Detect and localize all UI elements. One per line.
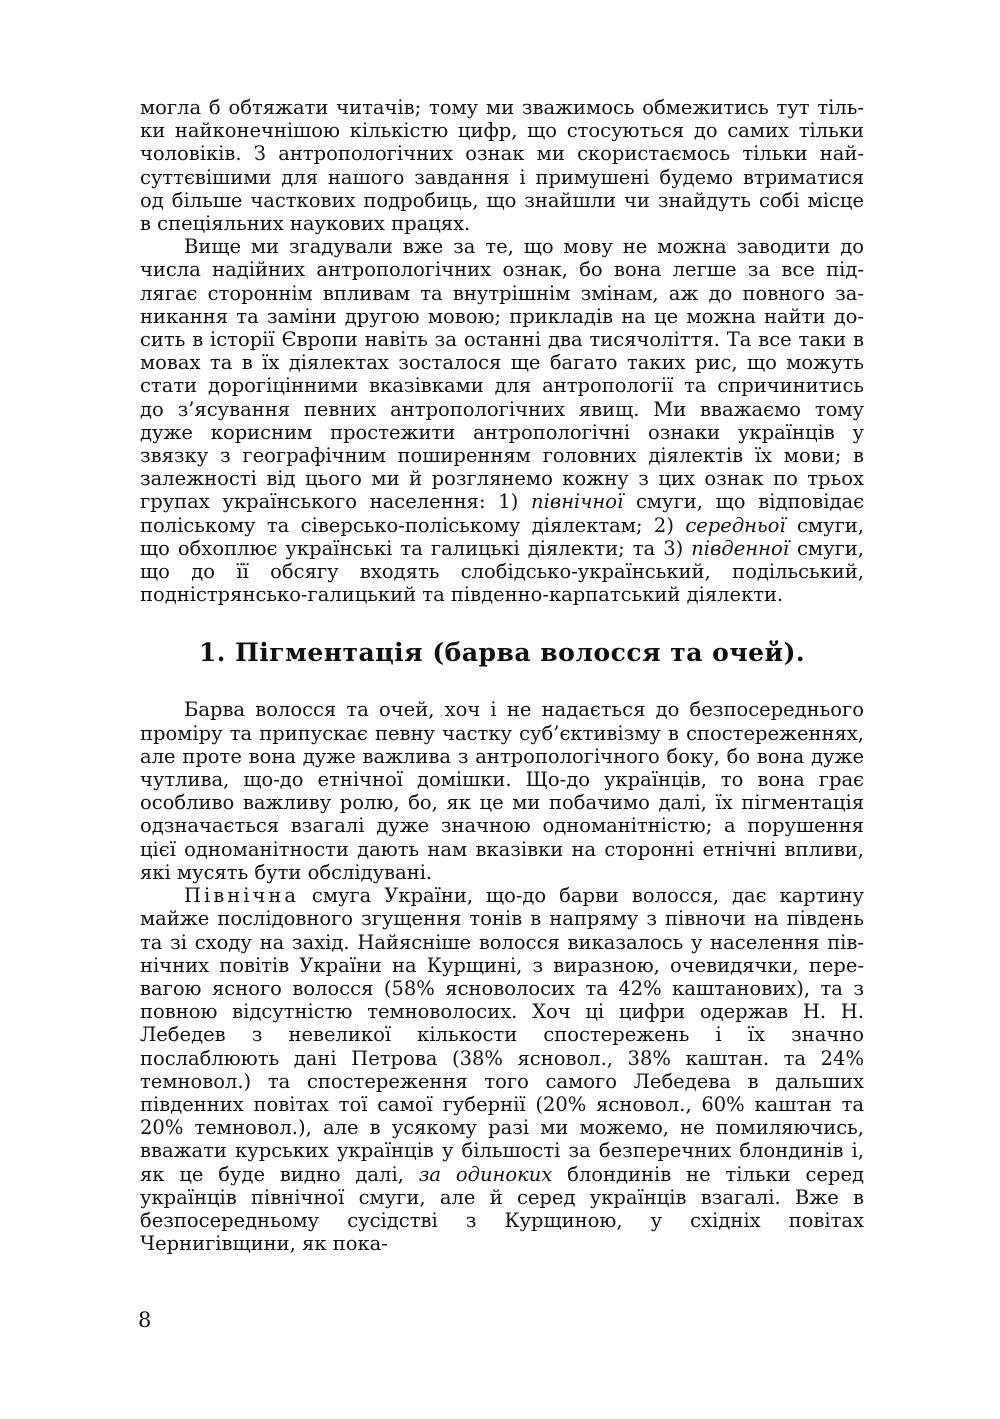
paragraph-3: Барва волосся та очей, хоч і не надається до безпосереднього проміру та припускає певну частку суб’єктивізму в спостереженнях, але проте вона дуже важлива з антропологічного боку, бо вона дуже чутлива, що-до етнічної домішки. Що-до українців, то вона грає особливо важливу ролю, бо, як це ми побачимо далі, їх пігментація одзначається взагалі дуже значною одноманітністю; а порушення цієї одноманітности дають нам вказівки на сторонні етнічні впливи, які мусять бути обслідувані. (140, 698, 864, 884)
section-heading: 1. Пігментація (барва волосся та очей). (198, 638, 806, 668)
paragraph-2-italic-2: середньої (685, 513, 786, 537)
paragraph-4-italic-1: за одиноких (418, 1162, 553, 1186)
paragraph-2-italic-3: південної (691, 536, 789, 560)
paragraph-4-text-1: смуга України, що-до барви волосся, дає картину майже послідовного згущення тонів в напряму з півночи на південь та зі сходу на захід. Найясніше волосся виказалось у населення північних повітів України на Курщині, з виразною, очевидячки, перевагою ясного волосся (58% ясноволосих та 42% каштанових), та з повною відсутністю темноволосих. Хоч ці цифри одержав Н. Н. Лебедев з невеликої кількости спостережень і їх значно послаблюють дані Петрова (38% ясновол., 38% каштан. та 24% темновол.) та спостереження того самого Лебедева в дальших південних повітах тої самої губернії (20% ясновол., 60% каштан та 20% темновол.), але в усякому разі ми можемо, не помиляючись, вважати курських українців у більшості за безперечних блондинів і, як це буде видно далі, (140, 884, 864, 1186)
paragraph-4 (140, 884, 864, 1255)
paragraph-2-text-4: смуги, що до її обсягу входять слобідсько-український, подільський, подністрянсько-галицький та південно-карпатський діялекти. (140, 536, 864, 607)
page-body (140, 96, 864, 1255)
paragraph-2-text-2: смуги, що відповідає поліському та сіверсько-поліському діялектам; 2) (140, 490, 864, 537)
paragraph-2-text-1: Вище ми згадували вже за те, що мову не можна заводити до числа надійних антропологічних ознак, бо вона легше за все підлягає стороннім впливам та внутрішнім змінам, аж до повного заникання та заміни другою мовою; прикладів на це можна найти досить в історії Європи навіть за останні два тисячоліття. Та все таки в мовах та в їх діялектах зосталося ще багато таких рис, що можуть стати дорогіцінними вказівками для антропології та спричинитись до з’ясування певних антропологічних явищ. Ми вважаємо тому дуже корисним простежити антропологічні ознаки українців у звязку з географічним поширенням головних діялектів їх мови; в залежності від цього ми й розглянемо кожну з цих ознак по трьох групах українського населення: 1) (140, 235, 864, 514)
paragraph-4-text-2: блондинів не тільки серед українців північної смуги, але й серед українців взагалі. Вже в безпосередньому сусідстві з Курщиною, у східніх повітах Чернигівщини, як пока- (140, 1162, 864, 1256)
paragraph-4-spaced-word: Північна (184, 884, 299, 908)
paragraph-2 (140, 235, 864, 606)
paragraph-2-text-3: смуги, що обхоплює українські та галицькі діялекти; та 3) (140, 513, 864, 560)
paragraph-1: могла б обтяжати читачів; тому ми зважимось обмежитись тут тільки найконечнішою кількістю цифр, що стосуються до самих тільки чоловіків. З антропологічних ознак ми скористаємось тільки найсуттєвішими для нашого завдання і примушені будемо втриматися од більше часткових подробиць, що знайшли чи знайдуть собі місце в спеціяльних наукових працях. (140, 96, 864, 236)
paragraph-2-italic-1: північної (531, 490, 624, 514)
page-number: 8 (138, 1308, 152, 1332)
